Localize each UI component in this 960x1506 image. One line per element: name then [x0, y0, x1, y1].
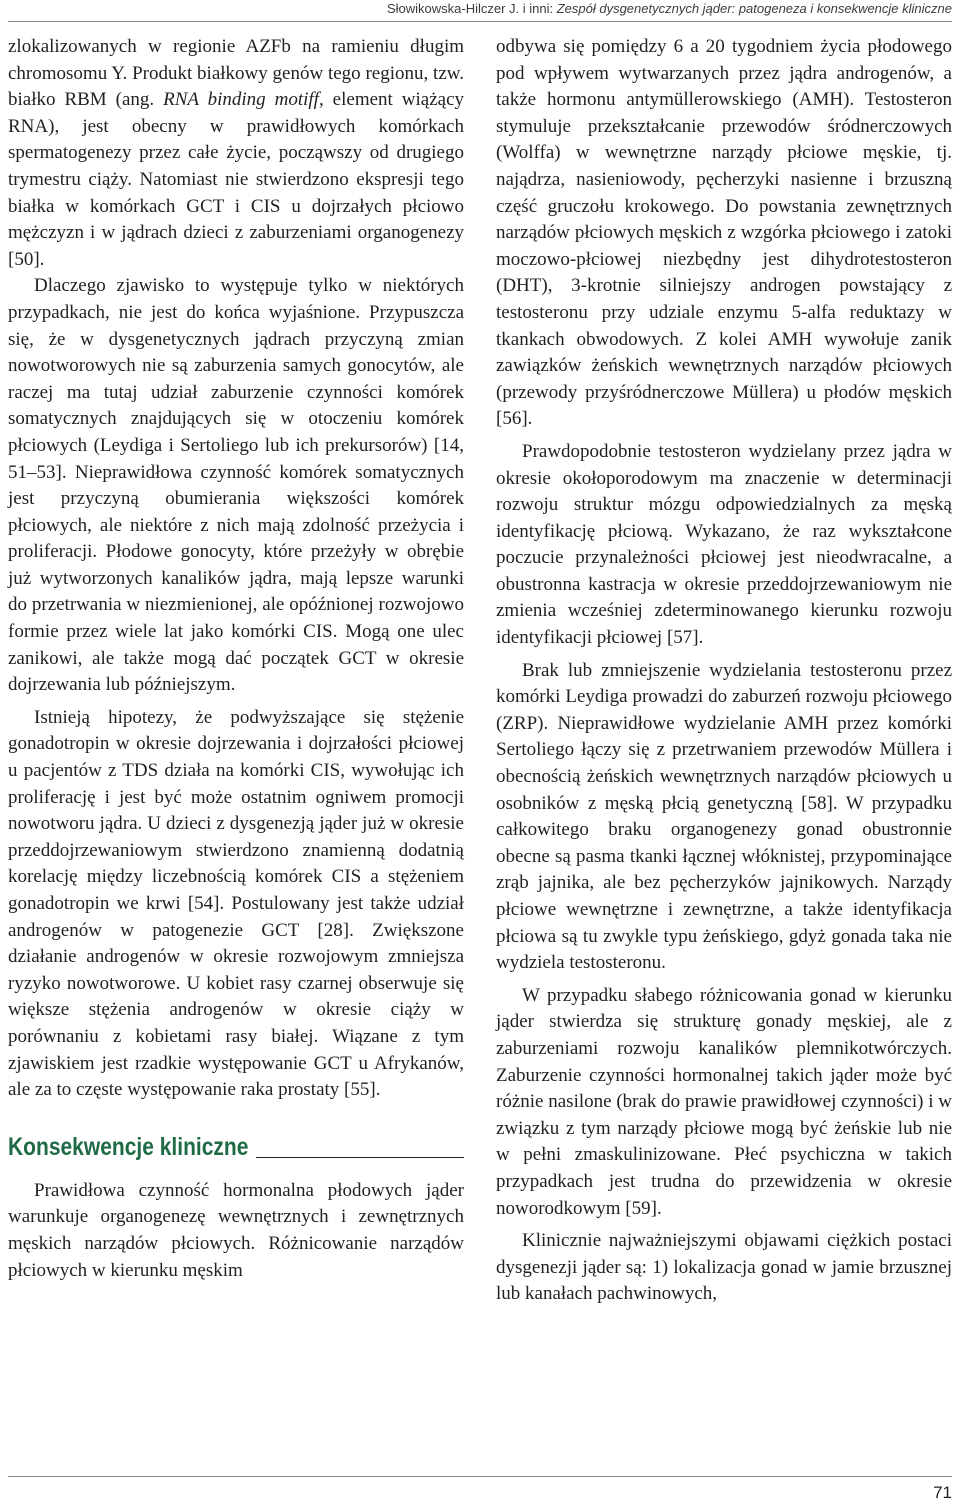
- left-p1-rest: , element wiążący RNA), jest obecny w prawidłowych komórkach spermatogenezy przez całe życie, począwszy od drugiego trymestru ciąży. Natomiast nie stwierdzono ekspresji tego białka w komórkach GCT i CIS u dojrzałych płciowo mężczyzn i w jądrach dzieci z zaburzeniami organogenezy [50].: [8, 89, 464, 270]
- left-p1-text: zlokalizowanych w regionie AZFb na ramieniu długim chromosomu Y. Produkt białkowy genów tego regionu, tzw. białko RBM (ang.: [8, 36, 464, 111]
- right-paragraph-3: Brak lub zmniejszenie wydzielania testosteronu przez komórki Leydiga prowadzi do zaburzeń rozwoju płciowego (ZRP). Nieprawidłowe wydzielanie AMH przez komórki Sertoliego łączy się z przetrwaniem przewodów Müllera i obecnością żeńskich wewnętrznych narządów płciowych u osobników z męską płcią genetyczną [58]. W przypadku całkowitego braku organogenezy gonad obustronnie obecne są pasma tkanki łącznej włóknistej, przypominające zrąb jajnika, ale bez pęcherzyków jajnikowych. Narządy płciowe wewnętrzne i zewnętrzne, a także identyfikacja płciowa są tu zwykle typu żeńskiego, gdyż gonada taka nie wydziela testosteronu.: [496, 659, 952, 974]
- left-paragraph-3: Istnieją hipotezy, że podwyższające się stężenie gonadotropin w okresie dojrzewania i dojrzałości płciowej u pacjentów z TDS działa na komórki CIS, wywołując ich proliferację i jest być może ostatnim ogniwem promocji nowotworu jądra. U dzieci z dysgenezją jąder już w okresie przeddojrzewaniowym stwierdzono znamienną dodatnią korelację między liczebnością komórek CIS a stężeniem gonadotropin we krwi [54]. Postulowany jest także udział androgenów w patogenezie GCT [28]. Zwiększone działanie androgenów w okresie rozwojowym zmniejsza ryzyko nowotworowe. U kobiet rasy czarnej obserwuje się większe stężenia androgenów w okresie ciąży w porównaniu z kobietami rasy białej. Wiązane z tym zjawiskiem jest rzadkie występowanie GCT u Afrykanów, ale za to częste występowanie raka prostaty [55].: [8, 706, 464, 1101]
- right-column: [496, 34, 952, 1308]
- running-head-authors: Słowikowska-Hilczer J. i inni:: [386, 1, 557, 16]
- left-paragraph-1: [8, 34, 464, 273]
- right-paragraph-4: W przypadku słabego różnicowania gonad w kierunku jąder stwierdza się strukturę gonady męskiej, ale z zaburzeniami rozwoju kanalików plemnikotwórczych. Zaburzenie czynności hormonalnej takich jąder może być różnie nasilone (brak do prawie prawidłowej czynności) i w związku z tym narządy płciowe mogą być żeńskie lub nie w pełni zmaskulinizowane. Płeć psychiczna w takich przypadkach jest trudna do przewidzenia w okresie noworodkowym [59].: [496, 984, 952, 1219]
- right-paragraph-5: Klinicznie najważniejszymi objawami ciężkich postaci dysgenezji jąder są: 1) lokalizacja gonad w jamie brzusznej lub kanałach pachwinowych,: [496, 1230, 952, 1305]
- section-heading-rule: [256, 1157, 464, 1158]
- section-title: Konsekwencje kliniczne: [8, 1132, 249, 1161]
- running-head: [387, 0, 952, 20]
- section-heading: [8, 1132, 464, 1162]
- right-paragraph-2: Prawdopodobnie testosteron wydzielany przez jądra w okresie okołoporodowym ma znaczenie w determinacji rozwoju struktur mózgu odpowiedzialnych za męską identyfikację płciową. Wykazano, że raz wykształcone poczucie przynależności płciowej jest nieodwracalne, a obustronna kastracja w okresie przeddojrzewaniowym nie zmienia wcześniej zdeterminowanego kierunku rozwoju identyfikacji płciowej [57].: [496, 440, 952, 649]
- left-column: [8, 34, 464, 1284]
- right-paragraph-1: odbywa się pomiędzy 6 a 20 tygodniem życia płodowego pod wpływem wytwarzanych przez jądra androgenów, a także hormonu antymüllerowskiego (AMH). Testosteron stymuluje przekształcanie przewodów śródnerczowych (Wolffa) w wewnętrzne narządy płciowe męskie, tj. najądrza, nasieniowody, pęcherzyki nasienne i brzuszną część gruczołu krokowego. Do powstania zewnętrznych narządów płciowych męskich z wzgórka płciowego i zatoki moczowo-płciowej niezbędny jest dihydrotestosteron (DHT), 3-krotnie silniejszy androgen powstający z testosteronu przy udziale enzymu 5-alfa reduktazy w tkankach obwodowych. Z kolei AMH wywołuje zanik zawiązków żeńskich wewnętrznych narządów płciowych (przewody przyśródnerczowe Müllera) u płodów męskich [56].: [496, 36, 952, 430]
- footer-rule: [8, 1476, 952, 1477]
- running-head-title: Zespół dysgenetycznych jąder: patogeneza i konsekwencje kliniczne: [556, 1, 952, 16]
- page-number: 71: [933, 1483, 952, 1502]
- left-p1-italic: RNA binding motiff: [163, 89, 319, 111]
- left-paragraph-4: Prawidłowa czynność hormonalna płodowych jąder warunkuje organogenezę wewnętrznych i zewnętrznych męskich narządów płciowych. Różnicowanie narządów płciowych w kierunku męskim: [8, 1179, 464, 1281]
- left-paragraph-2: Dlaczego zjawisko to występuje tylko w niektórych przypadkach, nie jest do końca wyjaśnione. Przypuszcza się, że w dysgenetycznych jądrach przyczyną zmian nowotworowych nie są zaburzenia samych gonocytów, ale raczej ma tutaj udział zaburzenie czynności komórek somatycznych znajdujących się w otoczeniu komórek płciowych (Leydiga i Sertoliego lub ich prekursorów) [14, 51–53]. Nieprawidłowa czynność komórek somatycznych jest przyczyną obumierania większości komórek płciowych, ale niektóre z nich mają zdolność przeżycia i proliferacji. Płodowe gonocyty, które przeżyły w obrębie już wytworzonych kanalików jądra, mają lepsze warunki do przetrwania w niezmienionej, ale opóźnionej rozwojowo formie przez wiele lat jako komórki CIS. Mogą one ulec zanikowi, ale także mogą dać początek GCT w okresie dojrzewania lub późniejszym.: [8, 275, 464, 696]
- header-rule: [8, 21, 952, 22]
